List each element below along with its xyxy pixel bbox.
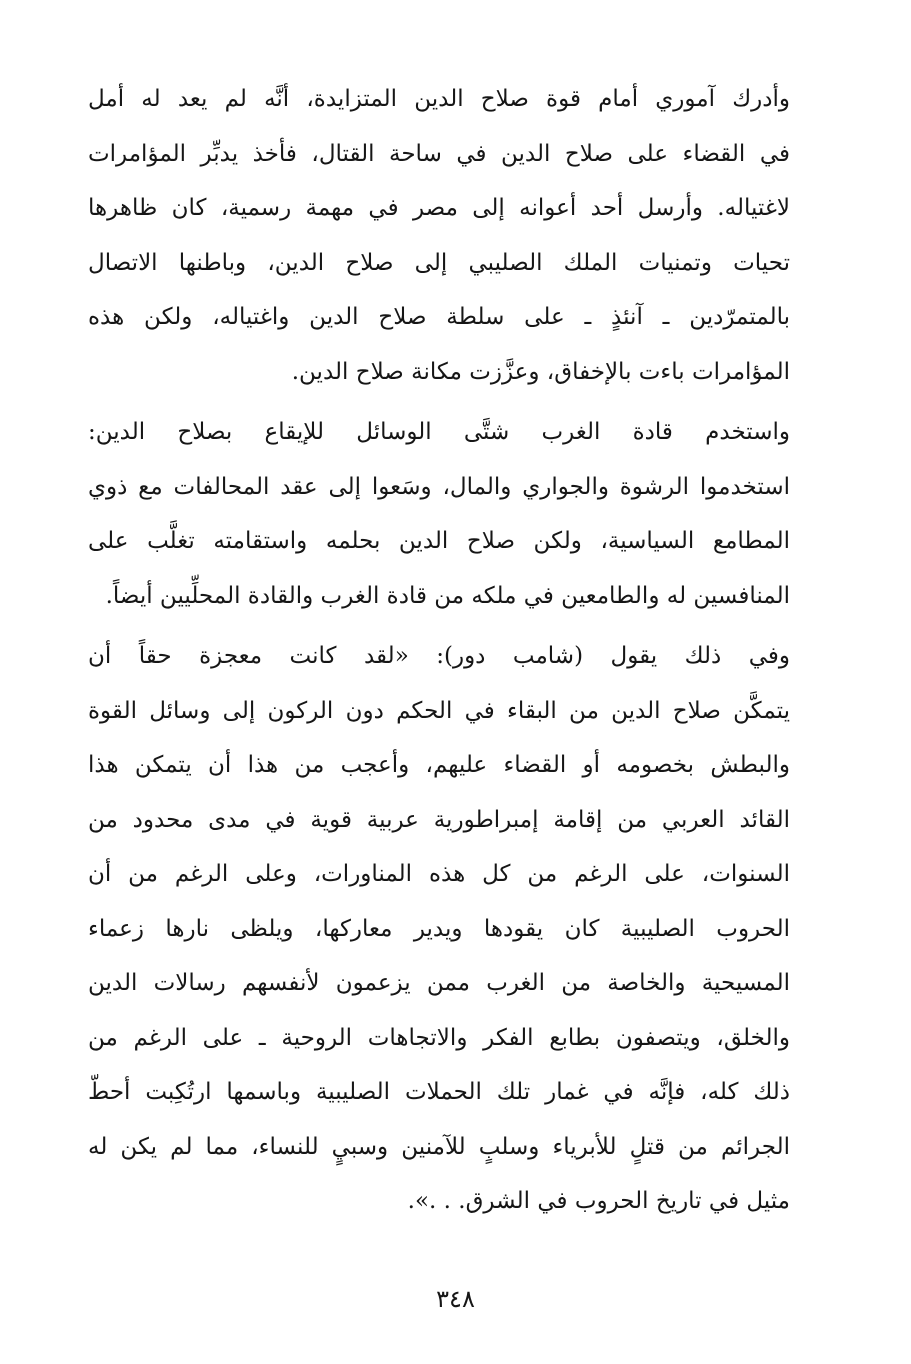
text-line: بالمتمرّدين ـ آنئذٍ ـ على سلطة صلاح الدين واغتياله، ولكن هذه <box>88 304 790 330</box>
text-line: الحروب الصليبية كان يقودها ويدير معاركها، ويلظى نارها زعماء <box>88 915 790 942</box>
text-line: الجرائم من قتلٍ للأبرياء وسلبٍ للآمنين وسبيٍ للنساء، مما لم يكن له <box>88 1133 790 1160</box>
text-line: في القضاء على صلاح الدين في ساحة القتال، فأخذ يدبِّر المؤامرات <box>88 140 790 167</box>
paragraph-amaury-plots <box>88 72 790 399</box>
text-line: مثيل في تاريخ الحروب في الشرق. . .». <box>407 1188 790 1214</box>
text-line: القائد العربي من إقامة إمبراطورية عربية قوية في مدى محدود من <box>88 806 790 833</box>
text-line: ذلك كله، فإنَّه في غمار تلك الحملات الصليبية وباسمها ارتُكِبت أحطّ <box>88 1079 790 1105</box>
text-line: والبطش بخصومه أو القضاء عليهم، وأعجب من هذا أن يتمكن هذا <box>88 752 790 778</box>
paragraph-champdor-quote <box>88 629 790 1229</box>
text-line: تحيات وتمنيات الملك الصليبي إلى صلاح الدين، وباطنها الاتصال <box>88 249 790 276</box>
body-text <box>88 72 790 1229</box>
page-number: ٣٤٨ <box>436 1285 475 1313</box>
text-line: وفي ذلك يقول (شامب دور): «لقد كانت معجزة حقاً أن <box>88 643 790 669</box>
text-line: المؤامرات باءت بالإخفاق، وعزَّزت مكانة صلاح الدين. <box>291 358 790 385</box>
text-line: المنافسين له والطامعين في ملكه من قادة الغرب والقادة المحلِّيين أيضاً. <box>105 582 790 609</box>
text-line: المطامع السياسية، ولكن صلاح الدين بحلمه واستقامته تغلَّب على <box>88 528 790 554</box>
text-line: والخلق، ويتصفون بطابع الفكر والاتجاهات الروحية ـ على الرغم من <box>88 1024 790 1051</box>
text-line: وأدرك آموري أمام قوة صلاح الدين المتزايدة، أنَّه لم يعد له أمل <box>88 86 790 112</box>
text-line: يتمكَّن صلاح الدين من البقاء في الحكم دون الركون إلى وسائل القوة <box>88 697 790 724</box>
text-line: استخدموا الرشوة والجواري والمال، وسَعوا إلى عقد المحالفات مع ذوي <box>88 473 790 500</box>
text-line: السنوات، على الرغم من كل هذه المناورات، وعلى الرغم من أن <box>88 861 790 887</box>
text-line: لاغتياله. وأرسل أحد أعوانه إلى مصر في مهمة رسمية، كان ظاهرها <box>88 195 790 221</box>
text-line: واستخدم قادة الغرب شتَّى الوسائل للإيقاع بصلاح الدين: <box>88 419 790 445</box>
paragraph-western-leaders <box>88 405 790 623</box>
text-line: المسيحية والخاصة من الغرب ممن يزعمون لأنفسهم رسالات الدين <box>88 970 790 996</box>
